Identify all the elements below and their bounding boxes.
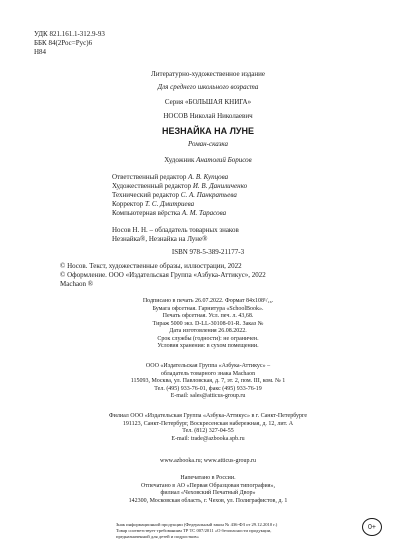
illustrator-line — [0, 156, 416, 165]
printer-info: Напечатано в России. Отпечатано в АО «Первая Образцовая типография», филиал «Чеховский Печатный Двор» 142300, Московская область, г. Чехов, ул. Полиграфистов, д. 1 — [128, 475, 288, 504]
udk-code: УДК 821.161.1-312.9-93 — [34, 30, 105, 38]
illustrator-name: Анатолий Борисов — [196, 156, 252, 164]
author-mark: Н84 — [34, 48, 47, 56]
genre: Роман-сказка — [187, 140, 229, 148]
bbk-code: ББК 84(2Рос=Рус)6 — [34, 39, 93, 47]
product-notice: Знак информационной продукции (Федеральный закон № 436-ФЗ от 29.12.2010 г.) Товар соответствует требованиям ТР ТС 007/2011 «О безопасности продукции, предназначенной для детей и подростков» — [116, 522, 278, 539]
age-rating-badge: 0+ — [362, 518, 382, 536]
illustrator-label: Художник — [164, 156, 195, 164]
series-name: Серия «БОЛЬШАЯ КНИГА» — [164, 98, 252, 106]
trademark-notice: Носов Н. Н. – обладатель товарных знаков Незнайка®, Незнайка на Луне® — [112, 226, 239, 243]
websites: www.azbooka.ru; www.atticus-group.ru — [159, 458, 257, 464]
credit-row: Ответственный редактор А. В. Купцова — [112, 173, 229, 181]
copyright-block: © Носов. Текст, художественные образы, иллюстрации, 2022 © Оформление. ООО «Издательская Группа «Азбука-Аттикус», 2022 Machaon ® — [60, 262, 266, 288]
credits-list — [112, 173, 247, 218]
credit-row: Технический редактор С. А. Панкратьева — [112, 191, 237, 199]
author-name: НОСОВ Николай Николаевич — [163, 112, 253, 120]
classification-block — [34, 30, 105, 57]
publisher-info: ООО «Издательская Группа «Азбука-Аттикус» – обладатель товарного знака Machaon 115093, Москва, ул. Павловская, д. 7, эт. 2, пом. III, ком. № 1 Тел. (495) 933-76-01, факс (495) 933-76-19 E-mail: sales@atticus-group.ru — [130, 363, 286, 399]
book-title: НЕЗНАЙКА НА ЛУНЕ — [161, 126, 255, 136]
credit-row: Художественный редактор И. В. Даниличенко — [112, 182, 248, 190]
branch-info: Филиал ООО «Издательская Группа «Азбука-Аттикус» в г. Санкт-Петербурге 191123, Санкт-Петербург, Воскресенская набережная, д. 12, лит. А Тел. (812) 327-04-55 E-mail: trade@azbooka.spb.ru — [108, 413, 308, 442]
credit-row: Корректор Т. С. Дмитриева — [112, 200, 195, 208]
edition-type: Литературно-художественное издание — [151, 70, 265, 78]
age-group: Для среднего школьного возраста — [157, 83, 259, 91]
credit-row: Компьютерная вёрстка А. М. Тарасова — [112, 209, 227, 217]
print-details: Подписано в печать 26.07.2022. Формат 84х108¹/₁₆. Бумага офсетная. Гарнитура «SchoolBook». Печать офсетная. Усл. печ. л. 43,68. Тираж 5000 экз. D-LL-30108-01-R. Заказ № Дата изготовления 26.08.2022. Срок службы (годности): не ограничен. Условия хранения: в сухом помещении. — [142, 298, 274, 349]
isbn: ISBN 978-5-389-21177-3 — [171, 248, 245, 256]
